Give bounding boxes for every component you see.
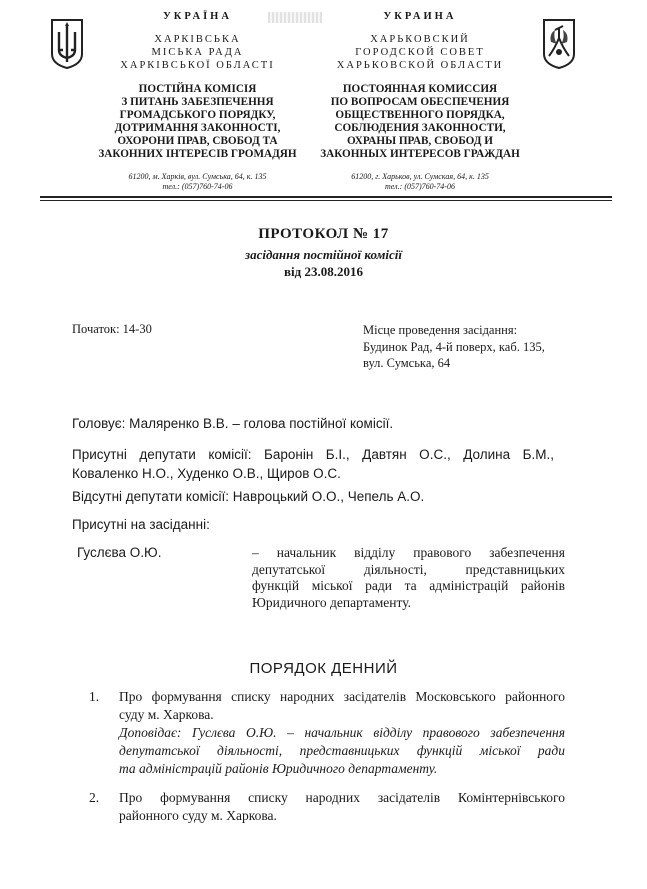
country-ukrainian: УКРАЇНА	[163, 11, 232, 22]
protocol-date: від 23.08.2016	[284, 264, 363, 279]
agenda-item-number: 2.	[89, 790, 100, 805]
commission-ukrainian: ПОСТІЙНА КОМІСІЯ З ПИТАНЬ ЗАБЕЗПЕЧЕННЯ ГРОМАДСЬКОГО ПОРЯДКУ, ДОТРИМАННЯ ЗАКОННОСТІ, ОХОРОНИ ПРАВ, СВОБОД ТА ЗАКОННИХ ІНТЕРЕСІВ ГРОМАДЯН	[98, 83, 297, 160]
chair-line: Головує: Маляренко В.В. – голова постійної комісії.	[72, 416, 394, 431]
kharkiv-coat-of-arms-icon	[541, 18, 577, 70]
agenda-title: ПОРЯДОК ДЕННИЙ	[249, 660, 398, 677]
meeting-venue: Місце проведення засідання: Будинок Рад, 4-й поверх, каб. 135, вул. Сумська, 64	[363, 323, 545, 370]
agenda-item-speaker: Доповідає: Гуслєва О.Ю. – начальник відділу правового забезпечення	[119, 725, 565, 740]
address-ukrainian: 61200, м. Харків, вул. Сумська, 64, к. 135 тел.: (057)760-74-06	[128, 172, 267, 191]
attendee-role: – начальник відділу правового забезпечення депутатської діяльності, представницьких функцій міської ради та адміністрацій районів Юридичного департаменту.	[252, 545, 565, 610]
agenda-item-body: Про формування списку народних засідателів Московського районного суду м. Харкова. Доповідає: Гуслєва О.Ю. – начальник відділу правового забезпечення депутатської діяльності, представницьких функцій міської ради та адміністрацій районів Юридичного департаменту.	[119, 689, 565, 776]
present-deputies: Присутні депутати комісії: Баронін Б.І., Давтян О.С., Долина Б.М., Коваленко Н.О., Худенко О.В., Щиров О.С.	[72, 447, 554, 481]
council-russian: ХАРЬКОВСКИЙ ГОРОДСКОЙ СОВЕТ ХАРЬКОВСКОЙ ОБЛАСТИ	[336, 34, 504, 71]
trident-emblem-icon	[49, 18, 85, 70]
agenda-item-number: 1.	[89, 689, 100, 704]
commission-russian: ПОСТОЯННАЯ КОМИССИЯ ПО ВОПРОСАМ ОБЕСПЕЧЕНИЯ ОБЩЕСТВЕННОГО ПОРЯДКА, СОБЛЮДЕНИЯ ЗАКОННОСТИ, ОХРАНЫ ПРАВ, СВОБОД И ЗАКОННЫХ ИНТЕРЕСОВ ГРАЖДАН	[320, 83, 520, 160]
present-at-meeting-label: Присутні на засіданні:	[72, 517, 210, 532]
protocol-title: ПРОТОКОЛ № 17	[258, 226, 389, 242]
letterhead-ukrainian	[95, 12, 300, 192]
country-russian: УКРАИНА	[383, 11, 457, 22]
council-ukrainian: ХАРКІВСЬКА МІСЬКА РАДА ХАРКІВСЬКОЇ ОБЛАСТІ	[120, 34, 275, 71]
protocol-subtitle: засідання постійної комісії	[245, 247, 402, 262]
letterhead-russian	[315, 12, 525, 192]
address-russian: 61200, г. Харьков, ул. Сумская, 64, к. 135 тел.: (057)760-74-06	[351, 172, 489, 191]
absent-deputies: Відсутні депутати комісії: Навроцький О.О., Чепель А.О.	[72, 489, 425, 504]
meeting-start: Початок: 14-30	[72, 322, 152, 336]
letterhead-divider	[40, 196, 612, 198]
agenda-item-body: Про формування списку народних засідателів Комінтернівського районного суду м. Харкова.	[119, 790, 565, 823]
attendee-name: Гуслєва О.Ю.	[77, 545, 162, 560]
letterhead-divider-thin	[40, 200, 612, 201]
